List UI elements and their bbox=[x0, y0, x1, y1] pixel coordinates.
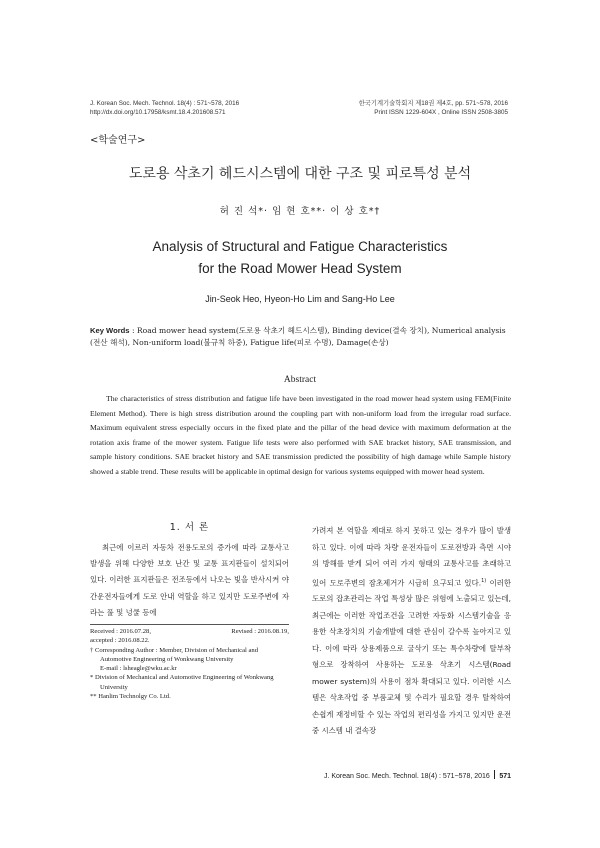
paper-title-english bbox=[0, 236, 600, 280]
doi-link[interactable]: http://dx.doi.org/10.17958/ksmt.18.4.201608.571 bbox=[90, 109, 226, 116]
corresponding-author: † Corresponding Author : Member, Division of Mechanical and Automotive Engineering of Wonkwang University bbox=[90, 646, 259, 663]
intro-left-column: 최근에 이르러 자동차 전용도로의 증가에 따라 교통사고 발생을 위해 다양한 보호 난간 및 교통 표지판들이 설치되어 있다. 이러한 표지판들은 전조등에서 나오는 빛을 반사시켜 야간운전자들에게 도로 안내 역할을 하고 있지만 도로주변에 자라는 풀 및 넝쿨 등에 bbox=[90, 543, 289, 617]
authors-english: Jin-Seok Heo, Hyeon-Ho Lim and Sang-Ho Lee bbox=[205, 294, 395, 304]
section-heading-introduction: 1. 서 론 bbox=[169, 522, 210, 533]
intro-right-text-b: 이러한 도로의 잡초관리는 작업 특성상 많은 위험에 노출되고 있는데, 최근에는 이러한 작업조건을 고려한 자동화 시스템기술을 응용한 삭초장치의 기술개발에 대한 관심이 갈수록 높아지고 있다. 이에 따라 상용제품으로 굴삭기 또는 특수차량에 탈부착 형으로 장착하여 사용하는 도로용 삭초기 시스템(Road mower system)의 사용이 점차 확대되고 있다. 이러한 시스템은 삭초작업 중 부품교체 및 수리가 필요할 경우 탈착하여 손쉽게 재정비할 수 있는 작업의 편리성을 가지고 있지만 운전 중 시스템 내 결속장 bbox=[312, 577, 511, 736]
received-date: Received : 2016.07.28, bbox=[90, 628, 151, 635]
footer-citation: J. Korean Soc. Mech. Technol. 18(4) : 571~578, 2016 bbox=[323, 773, 490, 780]
abstract-body: The characteristics of stress distribution and fatigue life have been investigated in the road mower head system using FEM(Finite Element Method). There is high stress distribution around the coupling part with non-uniform load from the irregular road surface. Maximum equivalent stress especially occurs in the fixed plate and the pillar of the head device with maximum deformation at the rotation axis frame of the mower system. Fatigue life tests were also performed with SAE bracket history, SAE transmission, and sample history conditions. SAE bracket history and SAE transmission predicted the possibility of high damage while Sample history showed a stable trend. These results will be applicable in optimal design for various systems equipped with mower head system. bbox=[90, 394, 511, 476]
keywords-block bbox=[90, 325, 510, 349]
revised-date: Revised : 2016.08.19, bbox=[231, 628, 289, 635]
footnote-divider bbox=[90, 624, 289, 625]
intro-right-text-a: 가려져 본 역할을 제대로 하지 못하고 있는 경우가 많이 발생하고 있다. 이에 따라 차량 운전자들이 도로전방과 측면 시야의 방해를 받게 되어 여러 가지 형태의 교통사고를 초래하고 있어 도로주변의 잡초제거가 시급히 요구되고 있다. bbox=[312, 526, 511, 587]
title-en-line2: for the Road Mower Head System bbox=[198, 261, 402, 276]
page-footer bbox=[324, 770, 511, 780]
reference-marker: 1) bbox=[481, 577, 487, 584]
title-en-line1: Analysis of Structural and Fatigue Characteristics bbox=[152, 239, 448, 254]
affiliation-2: ** Hanlim Technolgy Co. Ltd. bbox=[90, 693, 171, 701]
footnotes bbox=[90, 627, 289, 701]
affiliation-1: * Division of Mechanical and Automotive Engineering of Wonkwang University bbox=[90, 674, 274, 691]
accepted-date: accepted : 2016.08.22. bbox=[90, 637, 150, 645]
page-number: 571 bbox=[499, 773, 511, 780]
article-category: <학술연구> bbox=[90, 135, 146, 146]
paper-title-korean: 도로용 삭초기 헤드시스템에 대한 구조 및 피로특성 분석 bbox=[128, 166, 472, 182]
journal-header-left bbox=[90, 99, 239, 117]
authors-korean: 허 진 석*· 임 현 호**· 이 상 호*† bbox=[219, 206, 381, 217]
abstract-heading: Abstract bbox=[283, 375, 317, 385]
journal-header-right bbox=[359, 99, 508, 117]
issn-info: Print ISSN 1229-604X , Online ISSN 2508-3805 bbox=[374, 109, 508, 116]
received-revised-row bbox=[90, 627, 289, 636]
author-email[interactable]: E-mail : lsheagle@wku.ac.kr bbox=[100, 665, 177, 673]
keywords-text: : Road mower head system(도로용 삭초기 헤드시스템), Binding device(결속 장치), Numerical analysis (전산 해석), Non-uniform load(불규칙 하중), Fatigue life(피로 수명), Damage(손상) bbox=[90, 326, 506, 347]
keywords-label: Key Words bbox=[90, 326, 130, 335]
journal-citation-ko: 한국기계기술학회지 제18권 제4호, pp. 571~578, 2016 bbox=[358, 100, 508, 107]
journal-citation: J. Korean Soc. Mech. Technol. 18(4) : 571~578, 2016 bbox=[90, 100, 240, 107]
footer-separator bbox=[494, 770, 496, 779]
intro-right-column bbox=[312, 523, 511, 740]
